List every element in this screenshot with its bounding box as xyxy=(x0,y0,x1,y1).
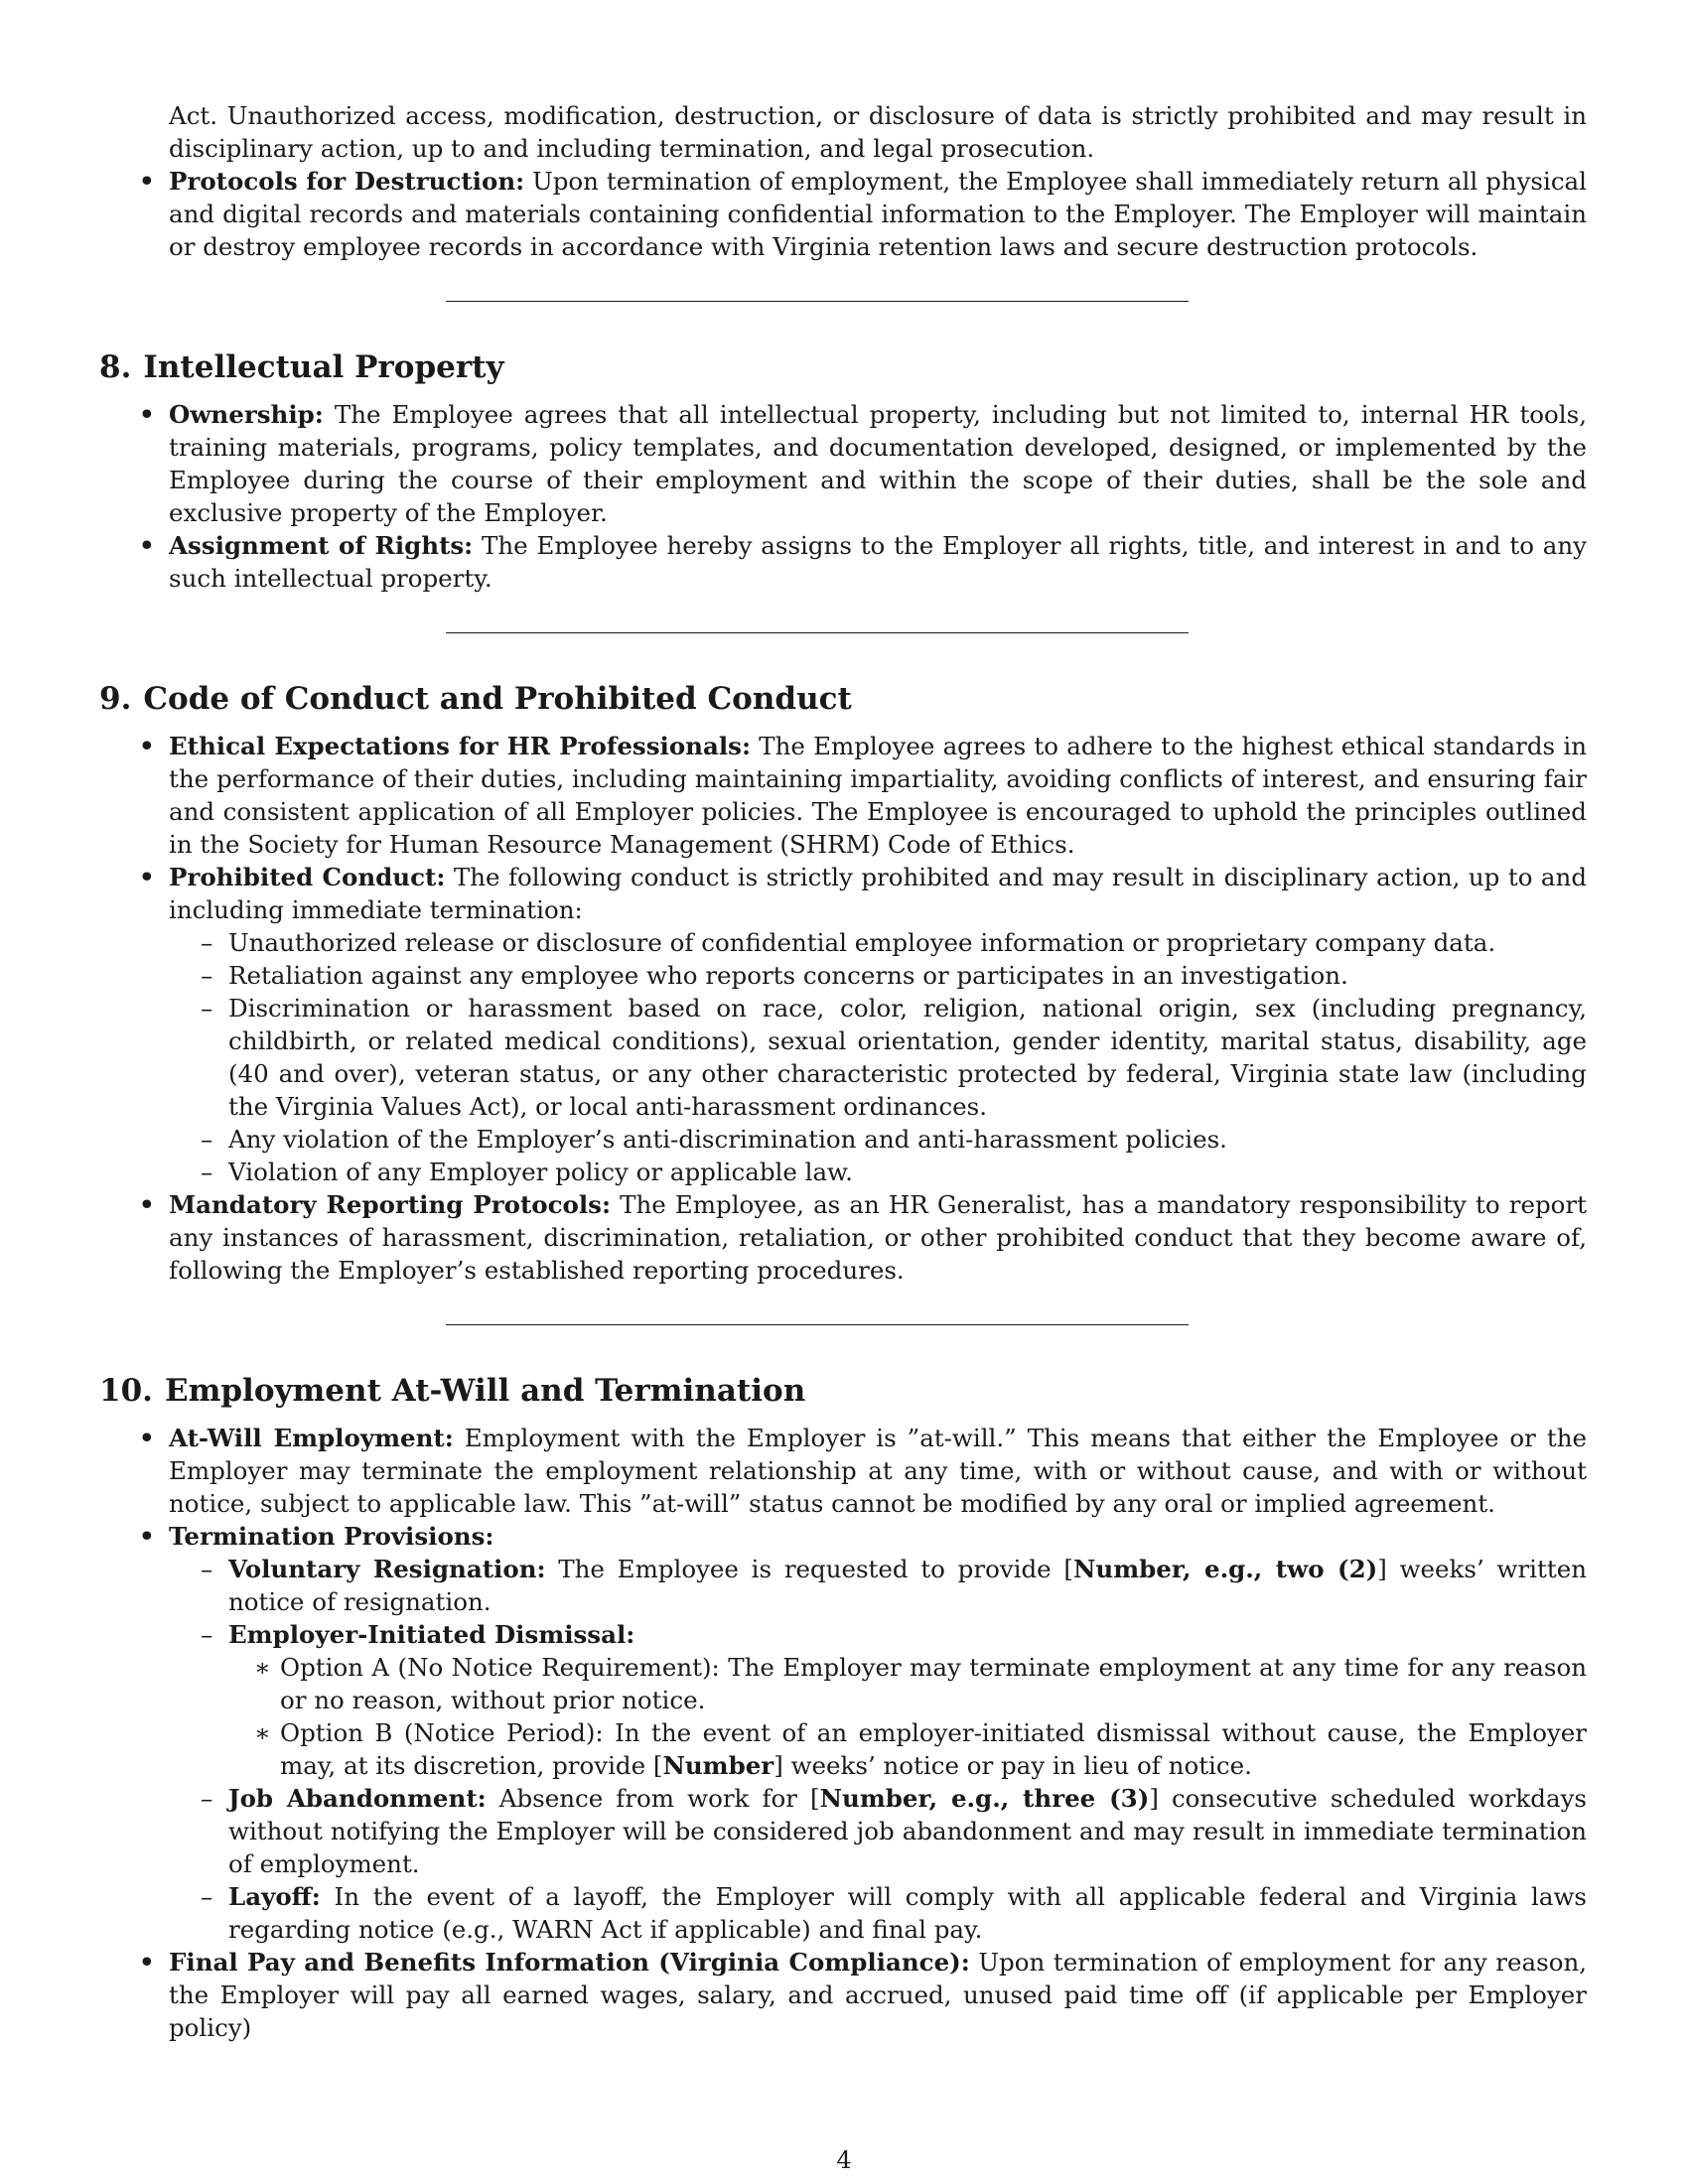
item-label: Employer-Initiated Dismissal: xyxy=(228,1620,635,1649)
item-label: Assignment of Rights: xyxy=(169,531,474,560)
list-item-final-pay xyxy=(99,1946,1587,2044)
placeholder-value: Number, e.g., two (2) xyxy=(1073,1555,1378,1583)
sublist-item-dismissal xyxy=(169,1618,1587,1782)
section-10-list xyxy=(99,1422,1587,2044)
section-heading-10 xyxy=(99,1371,1587,1411)
item-label: At-Will Employment: xyxy=(169,1424,454,1452)
list-item-assignment xyxy=(99,529,1587,595)
sublist-item-abandonment xyxy=(169,1782,1587,1880)
item-text: Option B (Notice Period): In the event of an employer-initiated dismissal without cause, the Employer may, at its discretion, provide [ xyxy=(280,1718,1587,1780)
item-text: Upon termination of employment, the Employee shall immediately return all physical and digital records and materials containing confidential information to the Employer. The Employer will maintain or destroy employee records in accordance with Virginia retention laws and secure destruction protocols. xyxy=(169,167,1587,261)
item-label: Final Pay and Benefits Information (Virginia Compliance): xyxy=(169,1948,970,1977)
item-text: Employment with the Employer is ”at-will.” This means that either the Employee or the Employer may terminate the employment relationship at any time, with or without cause, and with or without notice, subject to applicable law. This ”at-will” status cannot be modified by any oral or implied agreement. xyxy=(169,1424,1587,1518)
item-text: Absence from work for [ xyxy=(486,1784,820,1813)
option-a: ∗ Option A (No Notice Requirement): The Employer may terminate employment at any time for any reason or no reason, without prior notice. xyxy=(228,1651,1587,1716)
section-divider xyxy=(446,632,1189,633)
intro-list xyxy=(99,165,1587,263)
placeholder-value: Number xyxy=(662,1751,774,1780)
sublist-item-voluntary xyxy=(169,1553,1587,1618)
page-number: 4 xyxy=(836,2146,852,2174)
item-text: Upon termination of employment for any reason, the Employer will pay all earned wages, salary, and accrued, unused paid time off (if applicable per Employer policy) xyxy=(169,1948,1588,2042)
section-divider xyxy=(446,301,1189,302)
item-label: Job Abandonment: xyxy=(228,1784,487,1813)
prohibited-sublist xyxy=(169,926,1587,1188)
section-number: 8. xyxy=(99,349,132,385)
sublist-item: – Any violation of the Employer’s anti-discrimination and anti-harassment policies. xyxy=(169,1123,1587,1156)
item-label: Layoff: xyxy=(228,1882,321,1911)
sublist-item: – Retaliation against any employee who reports concerns or participates in an investigation. xyxy=(169,959,1587,992)
list-item-prohibited xyxy=(99,861,1587,1188)
sublist-item-layoff xyxy=(169,1880,1587,1946)
item-label: Voluntary Resignation: xyxy=(228,1555,546,1583)
item-text: ] weeks’ written notice of resignation. xyxy=(228,1555,1587,1616)
section-number: 9. xyxy=(99,681,132,717)
item-text: In the event of a layoff, the Employer will comply with all applicable federal and Virginia laws regarding notice (e.g., WARN Act if applicable) and final pay. xyxy=(228,1882,1587,1944)
list-item-termination xyxy=(99,1520,1587,1946)
item-text: ] consecutive scheduled workdays without notifying the Employer will be considered job abandonment and may result in immediate termination of employment. xyxy=(228,1784,1587,1878)
placeholder-value: Number, e.g., three (3) xyxy=(819,1784,1150,1813)
page-content xyxy=(99,99,1587,2044)
list-item-destruction xyxy=(99,165,1587,263)
list-item-ownership xyxy=(99,398,1587,529)
item-label: Mandatory Reporting Protocols: xyxy=(169,1190,612,1219)
section-title: Intellectual Property xyxy=(143,349,504,385)
list-item-ethical xyxy=(99,730,1587,861)
item-text: The Employee is requested to provide [ xyxy=(545,1555,1073,1583)
item-label: Termination Provisions: xyxy=(169,1522,494,1551)
list-item-reporting xyxy=(99,1188,1587,1287)
termination-sublist xyxy=(169,1553,1587,1946)
item-label: Prohibited Conduct: xyxy=(169,863,446,891)
section-9-list xyxy=(99,730,1587,1287)
item-text: The Employee agrees that all intellectual property, including but not limited to, internal HR tools, training materials, programs, policy templates, and documentation developed, designed, or implemented by the Employee during the course of their employment and within the scope of their duties, shall be the sole and exclusive property of the Employer. xyxy=(169,400,1587,527)
section-heading-8 xyxy=(99,347,1587,387)
section-divider xyxy=(446,1324,1189,1325)
continuation-text: Act. Unauthorized access, modification, destruction, or disclosure of data is strictly prohibited and may result in disciplinary action, up to and including termination, and legal prosecution. xyxy=(169,101,1587,163)
sublist-item: – Unauthorized release or disclosure of confidential employee information or proprietary company data. xyxy=(169,926,1587,959)
item-label: Ownership: xyxy=(169,400,324,429)
item-text: The Employee hereby assigns to the Employer all rights, title, and interest in and to any such intellectual property. xyxy=(169,531,1587,593)
option-b xyxy=(228,1716,1587,1782)
item-label: Ethical Expectations for HR Professionals: xyxy=(169,732,751,760)
item-text: ] weeks’ notice or pay in lieu of notice. xyxy=(774,1751,1252,1780)
item-label: Protocols for Destruction: xyxy=(169,167,525,196)
sublist-item: – Violation of any Employer policy or applicable law. xyxy=(169,1156,1587,1188)
dismissal-options xyxy=(228,1651,1587,1782)
sublist-item: – Discrimination or harassment based on race, color, religion, national origin, sex (including pregnancy, childbirth, or related medical conditions), sexual orientation, gender identity, marital status, disability, age (40 and over), veteran status, or any other characteristic protected by federal, Virginia state law (including the Virginia Values Act), or local anti-harassment ordinances. xyxy=(169,992,1587,1123)
section-title: Code of Conduct and Prohibited Conduct xyxy=(143,681,852,717)
item-text: The Employee agrees to adhere to the highest ethical standards in the performance of their duties, including maintaining impartiality, avoiding conflicts of interest, and ensuring fair and consistent application of all Employer policies. The Employee is encouraged to uphold the principles outlined in the Society for Human Resource Management (SHRM) Code of Ethics. xyxy=(169,732,1587,859)
section-heading-9 xyxy=(99,679,1587,719)
section-title: Employment At-Will and Termination xyxy=(164,1373,806,1409)
item-text: The Employee, as an HR Generalist, has a mandatory responsibility to report any instances of harassment, discrimination, retaliation, or other prohibited conduct that they become aware of, following the Employer’s established reporting procedures. xyxy=(169,1190,1587,1285)
section-8-list xyxy=(99,398,1587,595)
list-item-at-will xyxy=(99,1422,1587,1520)
item-text: The following conduct is strictly prohibited and may result in disciplinary action, up to and including immediate termination: xyxy=(169,863,1588,924)
section-number: 10. xyxy=(99,1373,153,1409)
